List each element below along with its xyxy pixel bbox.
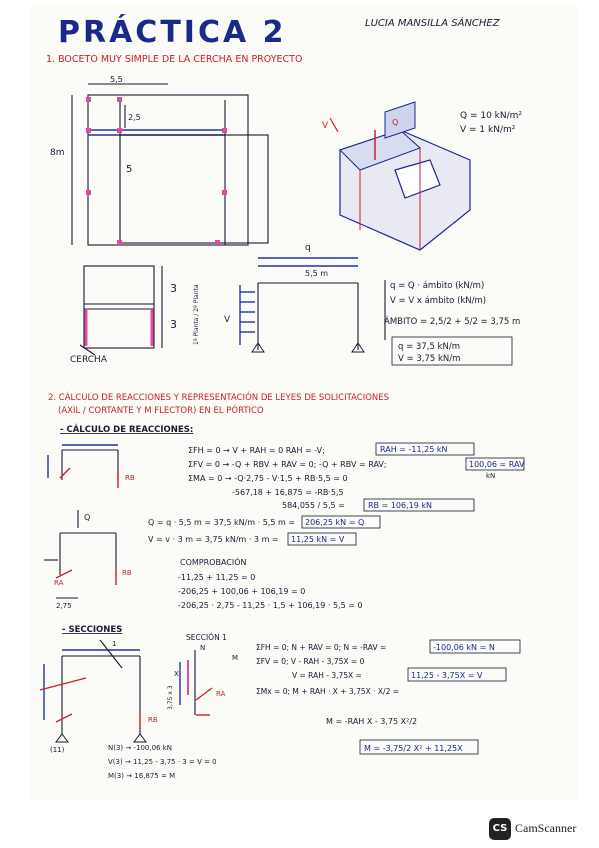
check-1: -11,25 + 11,25 = 0	[178, 573, 256, 582]
iso-q-label: Q	[392, 118, 399, 127]
dim-275: 2,75	[56, 602, 72, 610]
section1-heading: 1. BOCETO MUY SIMPLE DE LA CERCHA EN PROYECTO	[46, 54, 303, 65]
section1-n: N	[200, 644, 206, 652]
q-result: q = 37,5 kN/m	[398, 342, 460, 352]
frame-span: 5,5 m	[305, 269, 329, 278]
reaction-eq5: 584,055 / 5,5 =	[282, 501, 345, 510]
v3: V(3) → 11,25 - 3,75 · 3 = V = 0	[108, 758, 217, 766]
reaction-eq5-box: RB = 106,19 kN	[368, 501, 432, 510]
sections-rb: RB	[148, 716, 158, 724]
reactions-heading: - CÁLCULO DE REACCIONES:	[60, 425, 194, 435]
v-calc: V = v · 3 m = 3,75 kN/m · 3 m =	[148, 535, 279, 544]
q-surface: Q = 10 kN/m²	[460, 111, 523, 121]
frame-q: q	[305, 243, 311, 253]
section1-ra: RA	[216, 690, 226, 698]
n3: N(3) → -100,06 kN	[108, 744, 173, 752]
ambito: ÁMBITO = 2,5/2 + 5/2 = 3,75 m	[384, 317, 521, 327]
section-eq5-box: M = -3,75/2 X² + 11,25X	[364, 744, 463, 753]
sections-heading: - SECCIONES	[62, 625, 123, 635]
label-cercha: CERCHA	[70, 355, 107, 365]
reaction-eq2-box: 100,06 = RAV	[469, 460, 525, 469]
section-eq1: ΣFH = 0; N + RAV = 0; N = -RAV =	[256, 643, 387, 652]
q-line: q = Q · ámbito (kN/m)	[390, 281, 485, 291]
v-line: V = V x ámbito (kN/m)	[390, 296, 487, 306]
label-rb: RB	[125, 474, 135, 482]
section-eq4: ΣMx = 0; M + RAH · X + 3,75X · X/2 =	[256, 687, 400, 696]
frame2-rb: RB	[122, 569, 132, 577]
q-calc: Q = q · 5,5 m = 37,5 kN/m · 5,5 m =	[148, 518, 296, 527]
dim-small: 2,5	[128, 113, 141, 122]
reaction-eq2: ΣFV = 0 → -Q + RBV + RAV = 0; -Q + RBV = RAV;	[188, 460, 387, 469]
section2-heading-2: (AXIL / CORTANTE Y M FLECTOR) EN EL PÓRTICO	[58, 406, 264, 416]
dim-height: 8m	[50, 148, 65, 158]
section-eq1-box: -100,06 kN = N	[433, 643, 495, 652]
reaction-eq1-box: RAH = -11,25 kN	[380, 445, 448, 454]
section2-heading-1: 2. CÁLCULO DE REACCIONES Y REPRESENTACIÓN DE LEYES DE SOLICITACIONES	[48, 393, 390, 403]
section1-label: SECCIÓN 1	[186, 633, 227, 642]
frame2-q: Q	[84, 513, 91, 522]
reaction-eq1: ΣFH = 0 → V + RAH = 0 RAH = -V;	[188, 446, 325, 455]
section1-x: X	[174, 670, 179, 678]
iso-v-label: V	[322, 121, 329, 131]
dim-bot3: 3	[170, 318, 177, 331]
frame2-ra: RA	[54, 579, 64, 587]
camscanner-watermark: CamScanner	[515, 821, 577, 835]
page-title: PRÁCTICA 2	[58, 15, 287, 50]
frame-v: V	[224, 315, 231, 325]
dim-top3: 3	[170, 282, 177, 295]
section-eq3: V = RAH - 3,75X =	[292, 671, 362, 680]
section1-dim: 3,75 x 3	[167, 685, 174, 710]
dim-width: 5,5	[110, 75, 123, 84]
check-2: -206,25 + 100,06 + 106,19 = 0	[178, 587, 306, 596]
check-3: -206,25 · 2,75 - 11,25 · 1,5 + 106,19 · 5,5 = 0	[178, 601, 363, 610]
reaction-eq2-unit: kN	[486, 472, 496, 480]
reaction-eq4: -567,18 + 16,875 = -RB·5,5	[232, 488, 344, 497]
section-cut-label: 1	[112, 640, 117, 648]
m3: M(3) → 16,875 = M	[108, 772, 176, 780]
floor-note: 1º Planta / 2º Planta	[193, 284, 200, 345]
section-eq3-box: 11,25 - 3,75X = V	[411, 671, 483, 680]
reaction-eq3: ΣMA = 0 → -Q·2,75 - V·1,5 + RB·5,5 = 0	[188, 474, 348, 483]
author-name: LUCIA MANSILLA SÁNCHEZ	[365, 18, 500, 29]
check-heading: COMPROBACIÓN	[180, 558, 247, 567]
section-eq5: M = -RAH X - 3,75 X²/2	[326, 717, 418, 726]
section-eq2: ΣFV = 0; V - RAH - 3,75X = 0	[256, 657, 365, 666]
sections-support: (11)	[50, 746, 65, 754]
dim-mid: 5	[126, 164, 133, 175]
section1-m: M	[232, 654, 239, 662]
q-calc-box: 206,25 kN = Q	[305, 518, 365, 527]
camscanner-logo: CS	[489, 818, 511, 840]
v-result: V = 3,75 kN/m	[398, 354, 461, 364]
v-surface: V = 1 kN/m²	[460, 125, 516, 135]
v-calc-box: 11,25 kN = V	[291, 535, 345, 544]
